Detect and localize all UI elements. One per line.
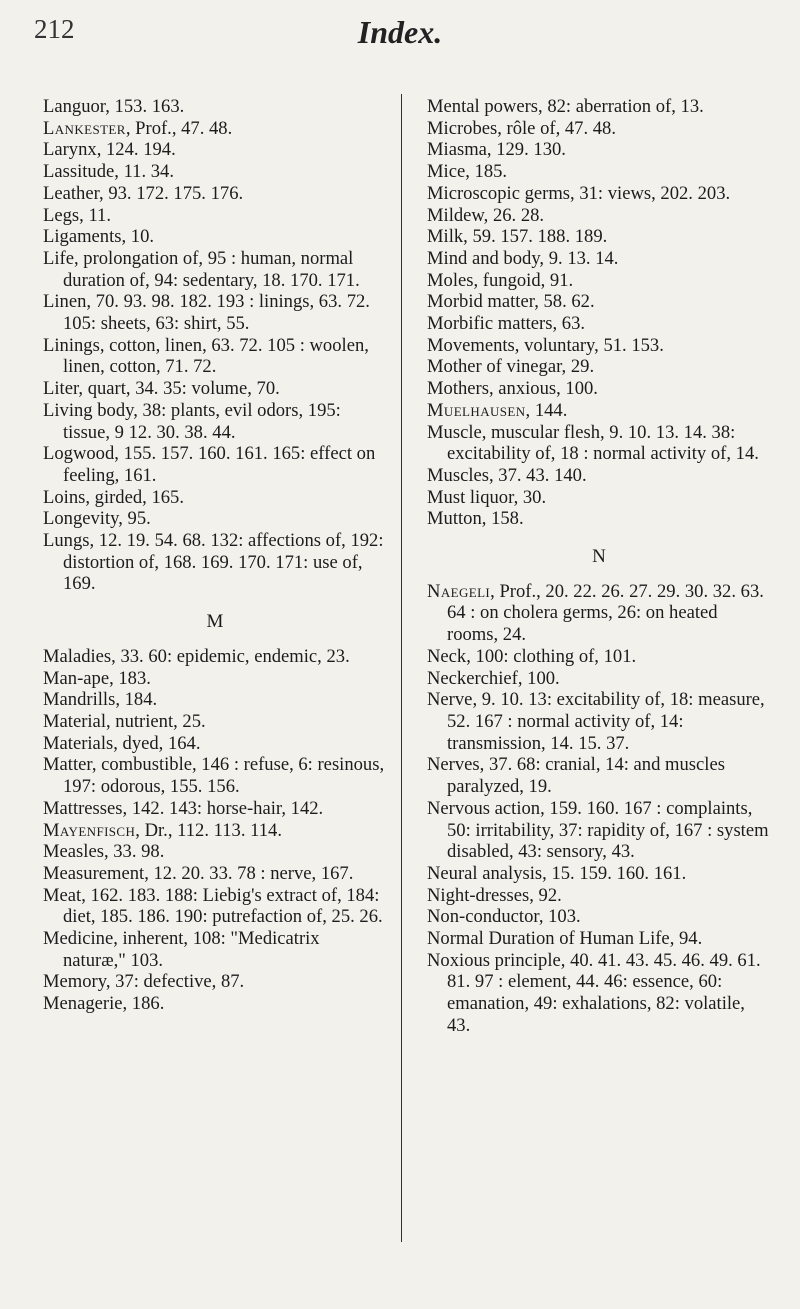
index-entry-references: , 153. 163. [105, 96, 185, 117]
index-entry-references: , Prof., 47. 48. [125, 117, 233, 139]
index-entry-heading: Lassitude [43, 161, 115, 183]
index-entry [43, 646, 387, 668]
index-entry-heading: Lankester [43, 117, 126, 139]
index-entry-heading: Muscles [427, 464, 489, 486]
index-entry-heading: Legs [43, 204, 80, 226]
index-entry [43, 378, 387, 400]
index-entry-references: , 124. 194. [96, 139, 176, 161]
index-entry-references: , Prof., 20. 22. 26. 27. 29. 30. 32. 63. 64 : on cholera germs, 26: on heated rooms, 24. [447, 580, 764, 646]
index-entry-heading: Nerves [427, 754, 480, 776]
index-entry [43, 335, 387, 378]
m-entries-list [43, 646, 387, 1015]
index-entry-references: , 29. [561, 356, 595, 378]
index-entry-references: , 30. [513, 486, 547, 508]
index-entry-references: , inherent, 108: "Medicatrix naturæ," 103. [63, 928, 320, 971]
index-entry-references: , combustible, 146 : refuse, 6: resinous, 197: odorous, 155. 156. [63, 754, 385, 798]
index-entry [43, 689, 387, 711]
index-entry-heading: Neck [427, 645, 467, 667]
index-entry-heading: Microscopic germs [427, 182, 571, 204]
index-entry-references: , cotton, linen, 63. 72. 105 : woolen, linen, cotton, 71. 72. [63, 334, 369, 378]
index-entry-heading: Neckerchief [427, 667, 518, 689]
index-entry [43, 400, 387, 443]
index-entry [427, 118, 771, 140]
index-entry [43, 733, 387, 755]
index-entry [427, 139, 771, 161]
index-entry-references: , 129. 130. [486, 139, 566, 161]
index-entry [427, 950, 771, 1037]
index-entry-heading: Ligaments [43, 226, 122, 248]
column-divider [401, 94, 402, 1242]
index-entry-heading: Memory [43, 971, 106, 993]
index-entry-references: , 40. 41. 43. 45. 46. 49. 61. 81. 97 : element, 44. 46: essence, 60: emanation, 49: exhalations, 82: volatile, 43. [447, 949, 761, 1036]
index-entry-heading: Man-ape [43, 667, 110, 689]
index-entry [43, 711, 387, 733]
index-entry [427, 96, 771, 118]
index-entry [43, 118, 387, 140]
index-entry-references: , 92. [529, 884, 562, 906]
index-entry-references: , 183. [109, 667, 151, 689]
index-entry-heading: Neural analysis [427, 862, 543, 884]
right-column [427, 96, 771, 1037]
index-entry [427, 422, 771, 465]
index-entry-heading: Measurement [43, 862, 145, 884]
index-entry-references: , voluntary, 51. 153. [514, 334, 664, 356]
index-entry [427, 798, 771, 863]
index-entry-heading: Living body [43, 399, 134, 421]
index-entry [427, 356, 771, 378]
index-entry [43, 820, 387, 842]
index-entry-heading: Material [43, 710, 106, 732]
index-entry-references: , 100. [517, 667, 560, 689]
index-entry [427, 668, 771, 690]
index-entry-heading: Logwood [43, 443, 115, 465]
index-entry-heading: Night-dresses [427, 884, 530, 906]
index-entry-references: , 59. 157. 188. 189. [463, 226, 608, 248]
index-entry-heading: Mental powers [427, 96, 539, 117]
index-entry [43, 668, 387, 690]
l-entries-list [43, 96, 387, 595]
index-entry-references: , 12. 20. 33. 78 : nerve, 167. [144, 862, 354, 884]
index-entry-heading: Mother of vinegar [427, 356, 562, 378]
index-entry [427, 646, 771, 668]
index-entry-heading: Movements [427, 334, 515, 356]
index-entry [43, 205, 387, 227]
index-entry-heading: Microbes [427, 117, 498, 139]
index-entry-heading: Normal Duration of Human Life [427, 928, 670, 950]
index-entry-references: , 155. 157. 160. 161. 165: effect on feeling, 161. [63, 443, 376, 486]
index-entry-references: , 37. 43. 140. [488, 464, 587, 486]
index-entry-heading: Leather [43, 182, 100, 204]
index-entry-heading: Naegeli [427, 580, 491, 602]
index-entry [43, 139, 387, 161]
index-entry [427, 465, 771, 487]
index-entry-references: , 9. 10. 13: excitability of, 18: measure, 52. 167 : normal activity of, 14: transmission, 14. 15. 37. [447, 689, 765, 754]
index-entry-heading: Mayenfisch [43, 819, 136, 841]
index-entry [43, 530, 387, 595]
index-entry-references: , 186. [122, 993, 165, 1015]
index-entry [43, 798, 387, 820]
index-entry-heading: Mothers [427, 378, 489, 400]
index-entry-heading: Mildew [427, 204, 484, 226]
index-entry-heading: Lungs [43, 530, 90, 552]
index-entry-references: , 158. [481, 508, 524, 530]
index-entry-heading: Languor [43, 96, 106, 117]
index-entry-references: , 144. [525, 399, 568, 421]
index-entry [427, 885, 771, 907]
index-entry-heading: Meat [43, 884, 82, 906]
index-entry [427, 226, 771, 248]
index-entry-heading: Mattresses [43, 797, 123, 819]
index-entry [43, 754, 387, 797]
index-entry [427, 863, 771, 885]
index-entry-heading: Liter [43, 378, 79, 400]
index-entry-heading: Materials [43, 732, 114, 754]
index-entry [427, 508, 771, 530]
index-entry [43, 248, 387, 291]
index-entry-heading: Nerve [427, 689, 473, 711]
index-entry-references: , 93. 172. 175. 176. [99, 182, 244, 204]
index-entry-heading: Maladies [43, 645, 112, 667]
index-entry-references: , 185. [465, 161, 508, 183]
index-entry [427, 378, 771, 400]
index-entry [427, 400, 771, 422]
index-entry [427, 689, 771, 754]
index-entry-references: , 38: plants, evil odors, 195: tissue, 9 12. 30. 38. 44. [63, 399, 341, 443]
index-entry-references: , 26. 28. [483, 204, 545, 226]
index-entry-references: , nutrient, 25. [105, 710, 206, 732]
index-entry-references: , muscular flesh, 9. 10. 13. 14. 38: excitability of, 18 : normal activity of, 14. [447, 421, 759, 465]
index-entry [43, 993, 387, 1015]
index-entry-heading: Larynx [43, 139, 97, 161]
index-entry-heading: Matter [43, 754, 92, 776]
index-entry-references: , rôle of, 47. 48. [497, 117, 617, 139]
index-entry-references: , 159. 160. 167 : complaints, 50: irritability, 37: rapidity of, 167 : system disabled, 43: sensory, 43. [447, 797, 769, 863]
index-entry-references: , dyed, 164. [113, 732, 201, 754]
index-entry-references: , 103. [538, 906, 581, 928]
index-entry [427, 906, 771, 928]
index-entry [43, 443, 387, 486]
index-entry-heading: Morbific matters [427, 313, 553, 335]
index-entry-references: , 12. 19. 54. 68. 132: affections of, 192: distortion of, 168. 169. 170. 171: use of, 169. [63, 530, 384, 595]
index-entry [427, 335, 771, 357]
index-entry [427, 928, 771, 950]
index-entry-references: , 33. 98. [103, 841, 165, 863]
index-entry-heading: Morbid matter [427, 291, 535, 313]
index-entry-heading: Loins [43, 486, 86, 508]
index-entry-references: , 11. [79, 204, 112, 226]
index-entry-references: , 15. 159. 160. 161. [542, 862, 687, 884]
index-entry-heading: Longevity [43, 508, 119, 530]
index-entry [427, 248, 771, 270]
index-entry-references: , 37: defective, 87. [105, 971, 245, 993]
section-heading-m: M [206, 611, 224, 633]
index-entry-heading: Menagerie [43, 993, 123, 1015]
n-entries-list [427, 581, 771, 1037]
index-entry [427, 270, 771, 292]
index-entry-heading: Milk [427, 226, 464, 248]
index-entry-references: , 10. [121, 226, 155, 248]
index-entry-heading: Miasma [427, 139, 487, 161]
index-entry [43, 508, 387, 530]
index-entry [427, 487, 771, 509]
index-entry-references: , quart, 34. 35: volume, 70. [78, 378, 280, 400]
index-entry-heading: Life [43, 247, 74, 269]
index-entry-heading: Mice [427, 161, 466, 183]
index-entry-references: , 11. 34. [114, 161, 175, 183]
index-entry-heading: Linen [43, 291, 87, 313]
index-entry-references: , 58. 62. [534, 291, 595, 313]
index-entry-references: , 142. 143: horse-hair, 142. [122, 797, 324, 819]
index-entry-heading: Non-conductor [427, 906, 539, 928]
index-entry-heading: Linings [43, 334, 100, 356]
index-entry [43, 291, 387, 334]
index-entry-references: , 33. 60: epidemic, endemic, 23. [111, 645, 350, 667]
index-entry-references: , prolongation of, 95 : human, normal duration of, 94: sedentary, 18. 170. 171. [63, 247, 360, 291]
index-entry [427, 205, 771, 227]
index-entry [427, 754, 771, 797]
index-entry-heading: Mind and body [427, 247, 540, 269]
index-entry-references: , anxious, 100. [488, 378, 598, 400]
index-entry-references: , Dr., 112. 113. 114. [135, 819, 282, 841]
index-entry-heading: Muscle [427, 421, 482, 443]
page-title: Index. [357, 14, 443, 50]
index-entry [427, 581, 771, 646]
index-entry [427, 313, 771, 335]
index-entry [427, 183, 771, 205]
index-entry-references: , 31: views, 202. 203. [570, 182, 731, 204]
index-entry [43, 226, 387, 248]
index-entry-references: , 95. [118, 508, 151, 530]
index-entry-heading: Mandrills [43, 689, 116, 711]
index-entry [43, 971, 387, 993]
index-entry-heading: Noxious principle [427, 949, 561, 971]
index-entry-heading: Mutton [427, 508, 482, 530]
index-entry-heading: Measles [43, 841, 104, 863]
index-entry [43, 863, 387, 885]
index-entry-heading: Medicine [43, 928, 114, 950]
index-entry-references: , girded, 165. [85, 486, 184, 508]
index-entry-references: , 162. 183. 188: Liebig's extract of, 184: diet, 185. 186. 190: putrefaction of, 25. 26. [63, 884, 383, 928]
index-entry [43, 161, 387, 183]
index-entry-heading: Nervous action [427, 797, 541, 819]
index-entry [43, 183, 387, 205]
index-entry [43, 96, 387, 118]
index-entry-references: , 63. [552, 313, 586, 335]
index-entry [43, 928, 387, 971]
index-entry-references: , 94. [669, 928, 703, 950]
index-entry [43, 885, 387, 928]
index-entry [427, 161, 771, 183]
index-entry-references: , 70. 93. 98. 182. 193 : linings, 63. 72. 105: sheets, 63: shirt, 55. [63, 291, 370, 335]
left-column [43, 96, 387, 1015]
index-entry-heading: Muelhausen [427, 399, 526, 421]
index-entry [43, 487, 387, 509]
index-entry-heading: Moles [427, 269, 474, 291]
index-entry-references: , 37. 68: cranial, 14: and muscles paralyzed, 19. [447, 754, 725, 798]
index-entry-references: , 82: aberration of, 13. [538, 96, 704, 117]
index-entry-references: , fungoid, 91. [473, 269, 574, 291]
index-entry-heading: Must liquor [427, 486, 514, 508]
index-entry [43, 841, 387, 863]
page-number: 212 [34, 14, 75, 44]
index-entry-references: , 100: clothing of, 101. [466, 645, 637, 667]
index-entry-references: , 184. [115, 689, 158, 711]
index-entry [427, 291, 771, 313]
m-entries-list-continued [427, 96, 771, 530]
section-heading-n: N [592, 546, 606, 568]
index-entry-references: , 9. 13. 14. [539, 247, 619, 269]
